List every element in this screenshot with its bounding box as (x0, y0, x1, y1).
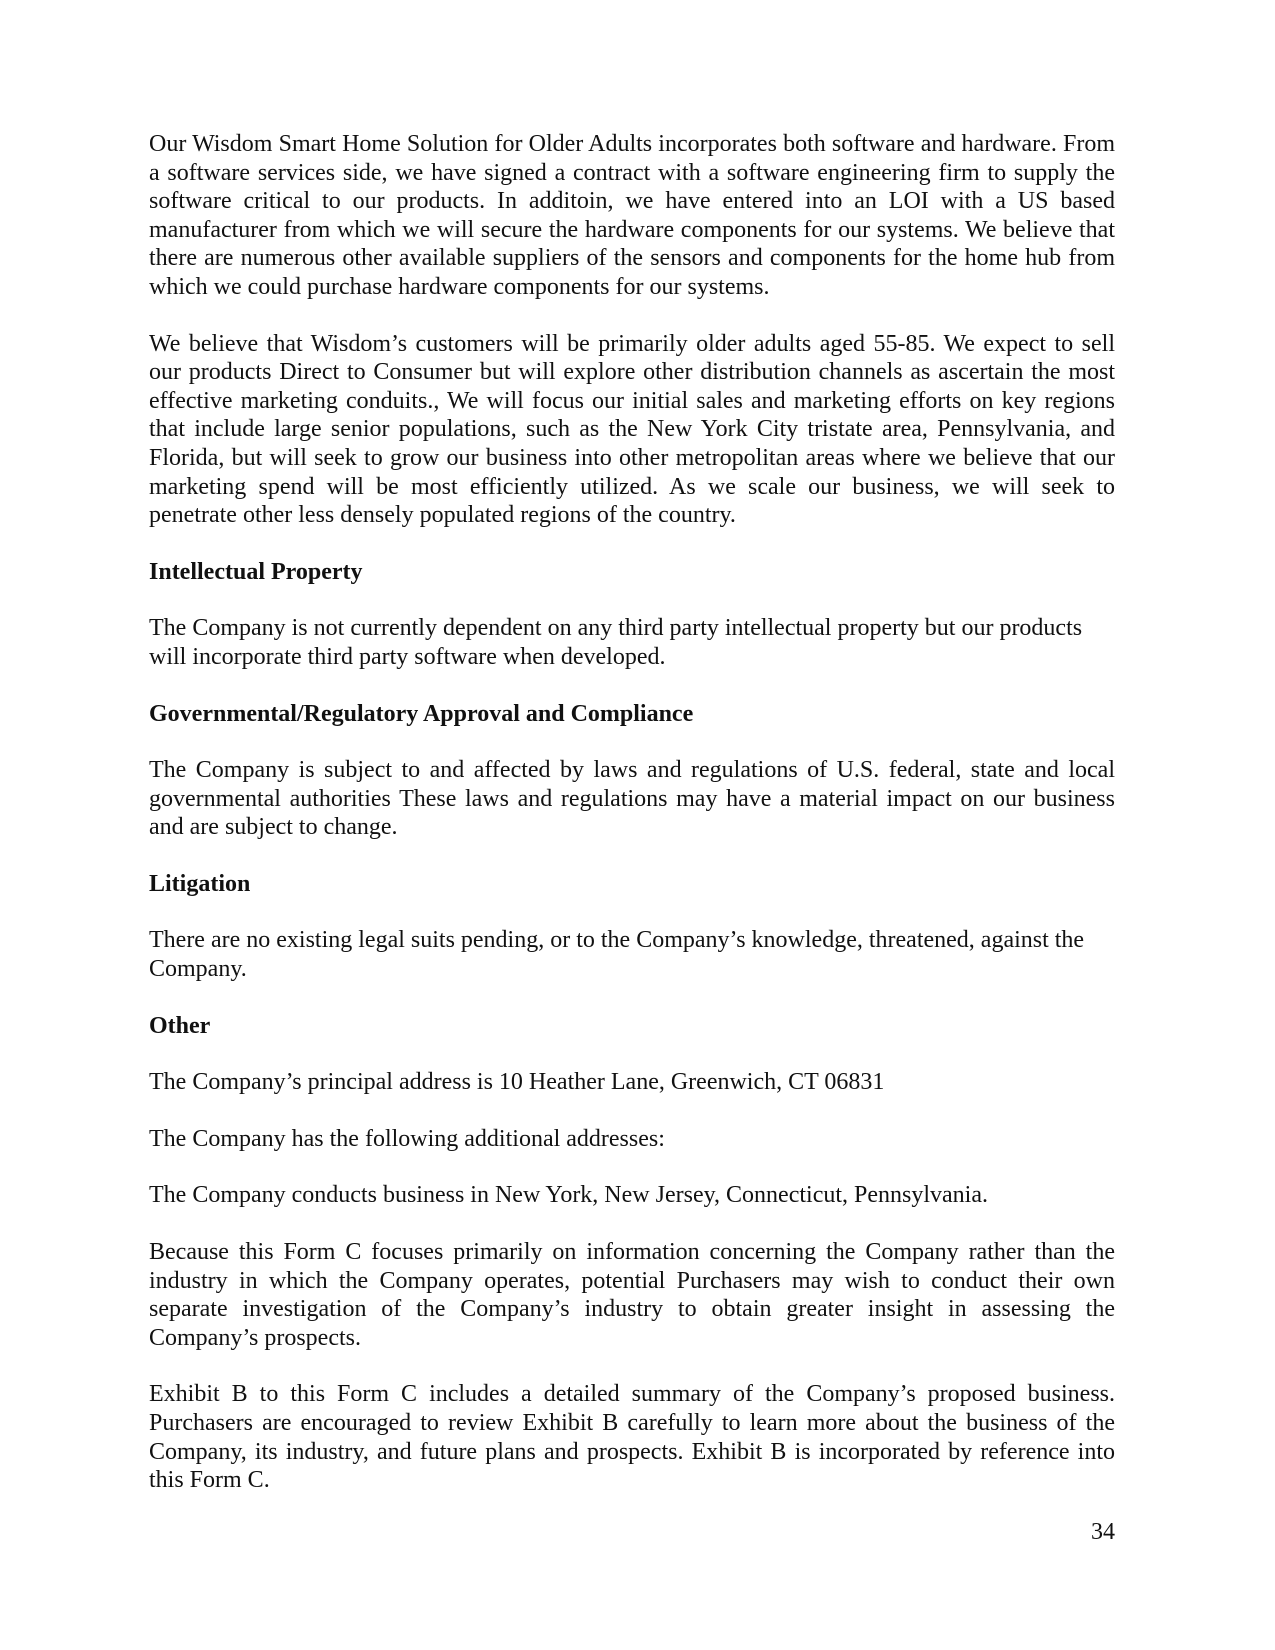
paragraph-conducts-business: The Company conducts business in New York, New Jersey, Connecticut, Pennsylvania. (149, 1182, 988, 1209)
paragraph-governmental-regulatory: The Company is subject to and affected by laws and regulations of U.S. federal, state and local governmental authorities These laws and regulations may have a material impact on our business and are subject to change. (149, 757, 1115, 841)
heading-other: Other (149, 1012, 211, 1039)
paragraph-intellectual-property: The Company is not currently dependent on any third party intellectual property but our products will incorporate third party software when developed. (149, 615, 1083, 670)
paragraph-customers: We believe that Wisdom’s customers will be primarily older adults aged 55-85. We expect to sell our products Direct to Consumer but will explore other distribution channels as ascertain the most effective marketing conduits., We will focus our initial sales and marketing efforts on key regions that include large senior populations, such as the New York City tristate area, Pennsylvania, and Florida, but will seek to grow our business into other metropolitan areas where we believe that our marketing spend will be most efficiently utilized. As we scale our business, we will seek to penetrate other less densely populated regions of the country. (149, 330, 1115, 529)
paragraph-exhibit-b: Exhibit B to this Form C includes a detailed summary of the Company’s proposed business. Purchasers are encouraged to review Exhibit B carefully to learn more about the business of the Company, its industry, and future plans and prospects. Exhibit B is incorporated by reference into this Form C. (149, 1381, 1115, 1494)
paragraph-additional-addresses: The Company has the following additional addresses: (149, 1125, 665, 1152)
paragraph-wisdom-solution: Our Wisdom Smart Home Solution for Older Adults incorporates both software and hardware. From a software services side, we have signed a contract with a software engineering firm to supply the software critical to our products. In additoin, we have entered into an LOI with a US based manufacturer from which we will secure the hardware components for our systems. We believe that there are numerous other available suppliers of the sensors and components for the home hub from which we could purchase hardware components for our systems. (149, 131, 1115, 300)
heading-intellectual-property: Intellectual Property (149, 558, 363, 585)
paragraph-principal-address: The Company’s principal address is 10 Heather Lane, Greenwich, CT 06831 (149, 1069, 885, 1096)
heading-governmental-regulatory: Governmental/Regulatory Approval and Compliance (149, 700, 694, 727)
paragraph-litigation: There are no existing legal suits pending, or to the Company’s knowledge, threatened, against the Company. (149, 927, 1085, 983)
heading-litigation: Litigation (149, 870, 251, 897)
page-number: 34 (1091, 1519, 1115, 1545)
paragraph-form-c-focus: Because this Form C focuses primarily on information concerning the Company rather than the industry in which the Company operates, potential Purchasers may wish to conduct their own separate investigation of the Company’s industry to obtain greater insight in assessing the Company’s prospects. (149, 1239, 1115, 1351)
page-content (149, 130, 1115, 1495)
